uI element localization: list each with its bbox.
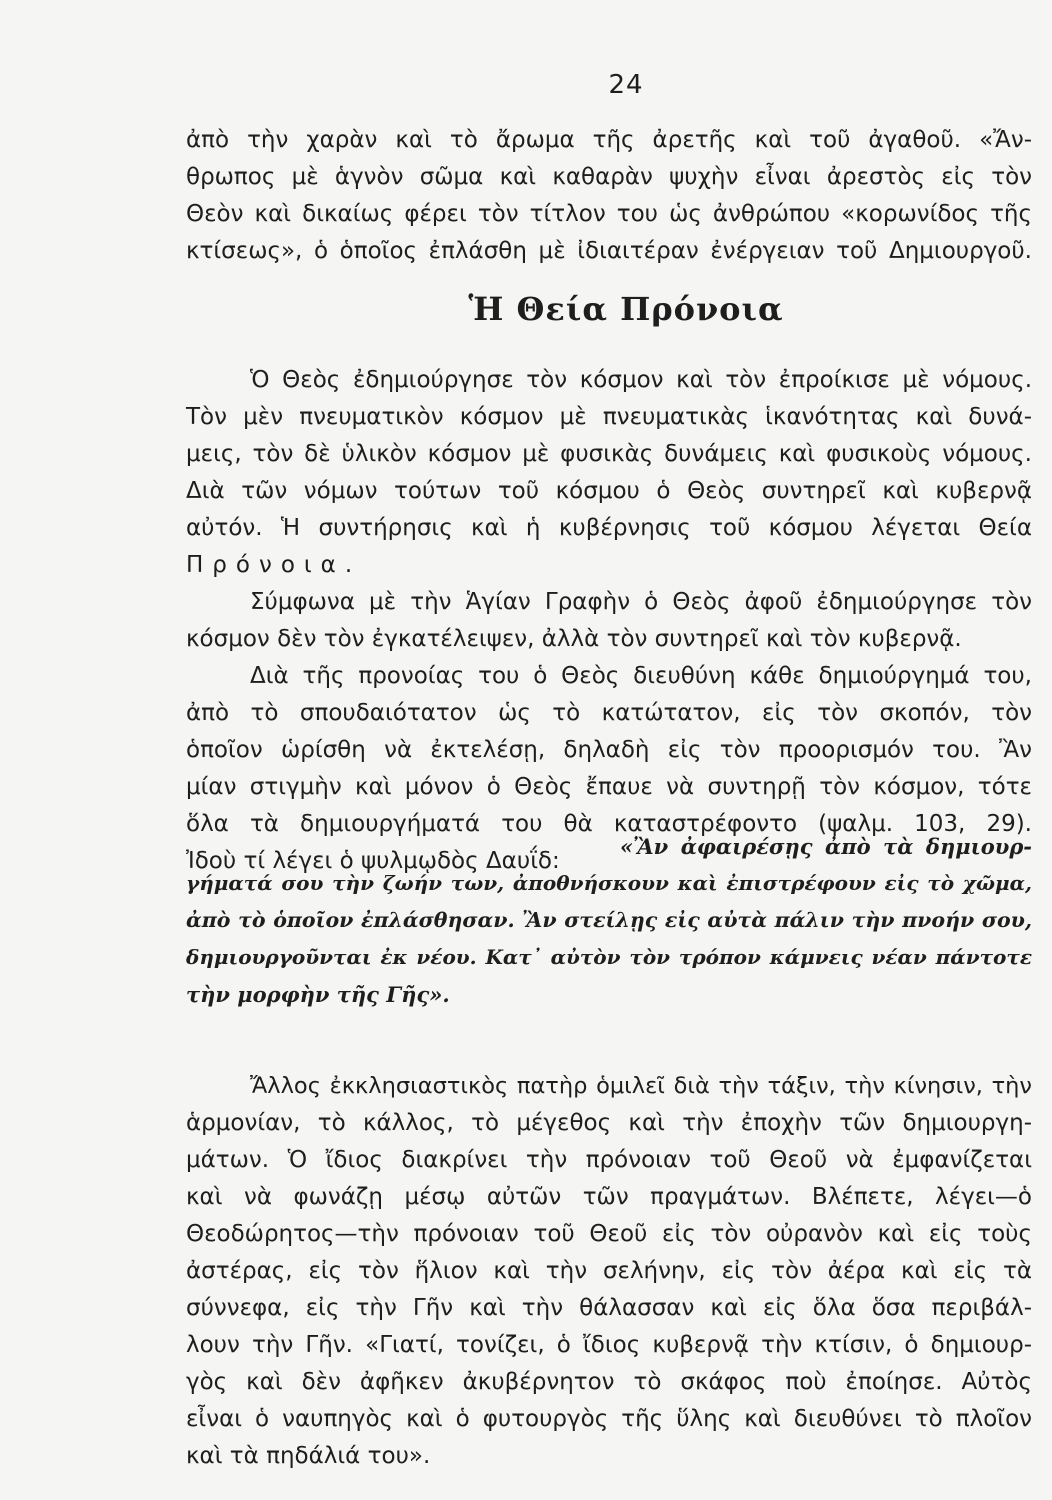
text-line: Διὰ τῶν νόμων τούτων τοῦ κόσμου ὁ Θεὸς συντηρεῖ καὶ κυβερνᾷ (186, 478, 1032, 504)
text-line: Τὸν μὲν πνευματικὸν κόσμον μὲ πνευματικὰς ἱκανότητας καὶ δυνά- (186, 404, 1032, 430)
text-line: λουν τὴν Γῆν. «Γιατί, τονίζει, ὁ ἴδιος κυβερνᾷ τὴν κτίσιν, ὁ δημιουρ- (186, 1332, 1032, 1358)
text-line: μεις, τὸν δὲ ὑλικὸν κόσμον μὲ φυσικὰς δυνάμεις καὶ φυσικοὺς νόμους. (186, 441, 1032, 467)
text-line: ὁποῖον ὡρίσθη νὰ ἐκτελέσῃ, δηλαδὴ εἰς τὸν προορισμόν του. Ἂν (186, 737, 1032, 763)
providence-paragraphs (186, 362, 1032, 880)
text-line: Ὁ Θεὸς ἐδημιούργησε τὸν κόσμον καὶ τὸν ἐπροίκισε μὲ νόμους. (250, 367, 1032, 393)
text-line: Θεὸν καὶ δικαίως φέρει τὸν τίτλον του ὡς ἀνθρώπου «κορωνίδος τῆς (186, 201, 1032, 227)
text-line: μίαν στιγμὴν καὶ μόνον ὁ Θεὸς ἔπαυε νὰ συντηρῇ τὸν κόσμον, τότε (186, 774, 1032, 800)
quote-line: δημιουργοῦνται ἐκ νέου. Κατ᾽ αὐτὸν τὸν τρόπον κάμνεις νέαν πάντοτε (186, 945, 1032, 969)
quote-line: τὴν μορφὴν τῆς Γῆς». (186, 982, 450, 1007)
text-line: Θεοδώρητος—τὴν πρόνοιαν τοῦ Θεοῦ εἰς τὸν οὐρανὸν καὶ εἰς τοὺς (186, 1221, 1032, 1247)
text-line: καὶ τὰ πηδάλιά του». (186, 1443, 431, 1469)
quote-line: «Ἂν ἀφαιρέσῃς ἀπὸ τὰ δημιουρ- (620, 834, 1032, 859)
text-line: μάτων. Ὁ ἴδιος διακρίνει τὴν πρόνοιαν τοῦ Θεοῦ νὰ ἐμφανίζεται (186, 1147, 1032, 1173)
text-line: εἶναι ὁ ναυπηγὸς καὶ ὁ φυτουργὸς τῆς ὕλης καὶ διευθύνει τὸ πλοῖον (186, 1406, 1032, 1432)
text-line: Ἰδοὺ τί λέγει ὁ ψυλμῳδὸς Δαυΐδ: (186, 848, 560, 874)
text-line: αὐτόν. Ἡ συντήρησις καὶ ἡ κυβέρνησις τοῦ κόσμου λέγεται Θεία (186, 515, 1032, 541)
text-line: σύννεφα, εἰς τὴν Γῆν καὶ τὴν θάλασσαν καὶ εἰς ὅλα ὅσα περιβάλ- (186, 1295, 1032, 1321)
text-line: θρωπος μὲ ἁγνὸν σῶμα καὶ καθαρὰν ψυχὴν εἶναι ἀρεστὸς εἰς τὸν (186, 164, 1032, 190)
text-line: Πρόνοια. (186, 552, 362, 578)
intro-paragraph (186, 122, 1032, 270)
text-line: ὅλα τὰ δημιουργήματά του θὰ καταστρέφοντο (ψαλμ. 103, 29). (186, 811, 1032, 837)
section-heading: Ἡ Θεία Πρόνοια (468, 290, 784, 328)
text-line: Διὰ τῆς προνοίας του ὁ Θεὸς διευθύνη κάθε δημιούργημά του, (250, 663, 1032, 689)
text-line: κτίσεως», ὁ ὁποῖος ἐπλάσθη μὲ ἰδιαιτέραν ἐνέργειαν τοῦ Δημιουργοῦ. (186, 238, 1032, 264)
page-number: 24 (608, 70, 644, 100)
text-line: ἀπὸ τὴν χαρὰν καὶ τὸ ἄρωμα τῆς ἀρετῆς καὶ τοῦ ἀγαθοῦ. «Ἄν- (186, 127, 1032, 153)
quote-line: ἀπὸ τὸ ὁποῖον ἐπλάσθησαν. Ἂν στείλῃς εἰς αὐτὰ πάλιν τὴν πνοήν σου, (186, 908, 1032, 932)
text-line: ἀστέρας, εἰς τὸν ἥλιον καὶ τὴν σελήνην, εἰς τὸν ἀέρα καὶ εἰς τὰ (186, 1258, 1032, 1284)
final-paragraph (186, 1068, 1032, 1475)
text-line: Ἄλλος ἐκκλησιαστικὸς πατὴρ ὁμιλεῖ διὰ τὴν τάξιν, τὴν κίνησιν, τὴν (250, 1073, 1032, 1099)
text-line: καὶ νὰ φωνάζῃ μέσῳ αὐτῶν τῶν πραγμάτων. Βλέπετε, λέγει—ὁ (186, 1184, 1032, 1210)
text-line: ἁρμονίαν, τὸ κάλλος, τὸ μέγεθος καὶ τὴν ἐποχὴν τῶν δημιουργη- (186, 1110, 1032, 1136)
text-line: γὸς καὶ δὲν ἀφῆκεν ἀκυβέρνητον τὸ σκάφος ποὺ ἐποίησε. Αὐτὸς (186, 1369, 1032, 1395)
text-line: κόσμον δὲν τὸν ἐγκατέλειψεν, ἀλλὰ τὸν συντηρεῖ καὶ τὸν κυβερνᾷ. (186, 626, 962, 652)
text-line: ἀπὸ τὸ σπουδαιότατον ὡς τὸ κατώτατον, εἰς τὸν σκοπόν, τὸν (186, 700, 1032, 726)
quote-line: γήματά σου τὴν ζωήν των, ἀποθνήσκουν καὶ ἐπιστρέφουν εἰς τὸ χῶμα, (186, 871, 1032, 895)
text-line: Σύμφωνα μὲ τὴν Ἁγίαν Γραφὴν ὁ Θεὸς ἀφοῦ ἐδημιούργησε τὸν (250, 589, 1032, 615)
psalm-quote (186, 828, 1032, 1013)
